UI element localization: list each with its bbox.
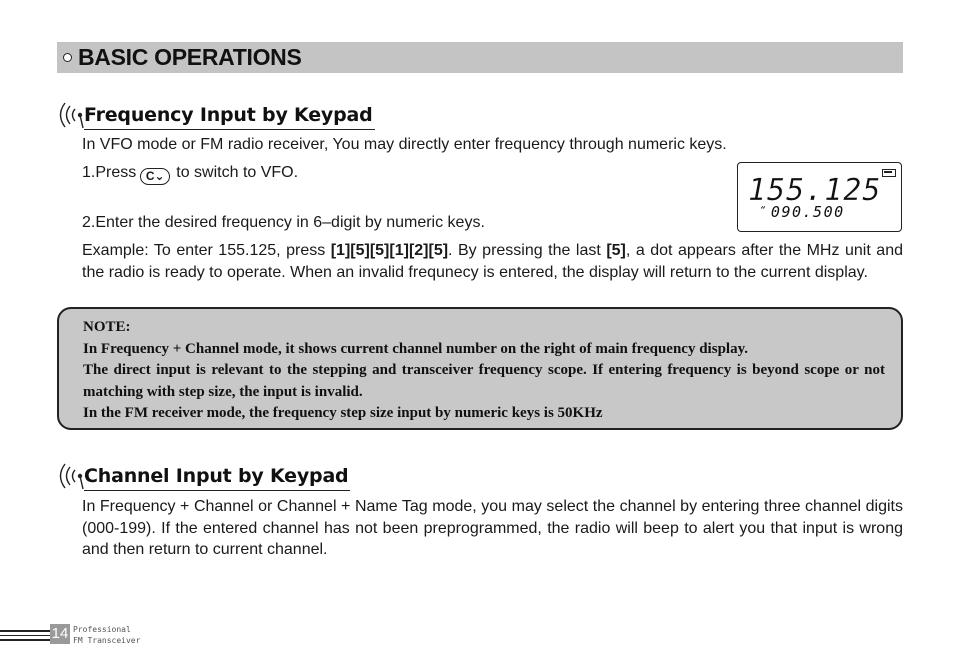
example-prefix: Example: To enter 155.125, press bbox=[82, 242, 331, 259]
note-line-2: The direct input is relevant to the stepping and transceiver frequency scope. If entering frequency is beyond scope or not matching with step size, the input is invalid. bbox=[83, 362, 885, 400]
frequency-input-heading bbox=[56, 100, 375, 130]
section-heading-label: Frequency Input by Keypad bbox=[84, 104, 375, 130]
page-title: BASIC OPERATIONS bbox=[78, 44, 302, 70]
battery-icon bbox=[882, 169, 896, 177]
footer-line-1: Professional bbox=[73, 625, 131, 634]
step-1-text-after: to switch to VFO. bbox=[176, 164, 299, 181]
footer-brand-text bbox=[73, 624, 140, 646]
radio-wave-icon bbox=[56, 100, 84, 130]
footer-line-2: FM Transceiver bbox=[73, 636, 141, 645]
c-key-label: C bbox=[145, 169, 155, 183]
lcd-display-illustration bbox=[737, 162, 902, 232]
note-label: NOTE: bbox=[83, 319, 131, 335]
example-suffix: , a dot appears after the MHz unit and the radio is ready to operate. When an invalid frequnecy is entered, the display will return to the current display. bbox=[82, 242, 903, 281]
example-keys: [1][5][5][1][2][5] bbox=[330, 242, 449, 259]
lcd-indicator-icon: “ bbox=[760, 206, 767, 216]
step-2: 2.Enter the desired frequency in 6–digit by numeric keys. bbox=[82, 214, 485, 231]
note-line-3: In the FM receiver mode, the frequency step size input by numeric keys is 50KHz bbox=[83, 405, 603, 421]
lcd-main-frequency: 155.125 bbox=[748, 173, 882, 208]
example-mid: . By pressing the last bbox=[448, 242, 607, 259]
section-header-bar bbox=[57, 42, 903, 73]
section-heading-label: Channel Input by Keypad bbox=[84, 465, 350, 491]
example-last-key: [5] bbox=[606, 242, 626, 259]
radio-wave-icon bbox=[56, 461, 84, 491]
channel-input-paragraph: In Frequency + Channel or Channel + Name Tag mode, you may select the channel by entering three channel digits (000-199). If the entered channel has not been preprogrammed, the radio will beep to alert you that input is wrong and then return to current channel. bbox=[82, 498, 903, 558]
note-box bbox=[57, 307, 903, 430]
page-number: 14 bbox=[51, 625, 69, 642]
note-line-1: In Frequency + Channel mode, it shows current channel number on the right of main frequency display. bbox=[83, 340, 748, 357]
lcd-sub-frequency-value: 090.500 bbox=[770, 203, 845, 221]
lcd-sub-frequency bbox=[760, 203, 845, 221]
intro-paragraph: In VFO mode or FM radio receiver, You may directly enter frequency through numeric keys. bbox=[82, 136, 727, 153]
step-1-text-before: 1.Press bbox=[82, 164, 137, 181]
bullet-circle-icon bbox=[63, 53, 72, 62]
channel-input-heading bbox=[56, 461, 350, 491]
footer-rule-lines bbox=[0, 630, 50, 644]
example-paragraph bbox=[82, 240, 903, 283]
c-key-icon: C⌄ bbox=[140, 168, 170, 185]
